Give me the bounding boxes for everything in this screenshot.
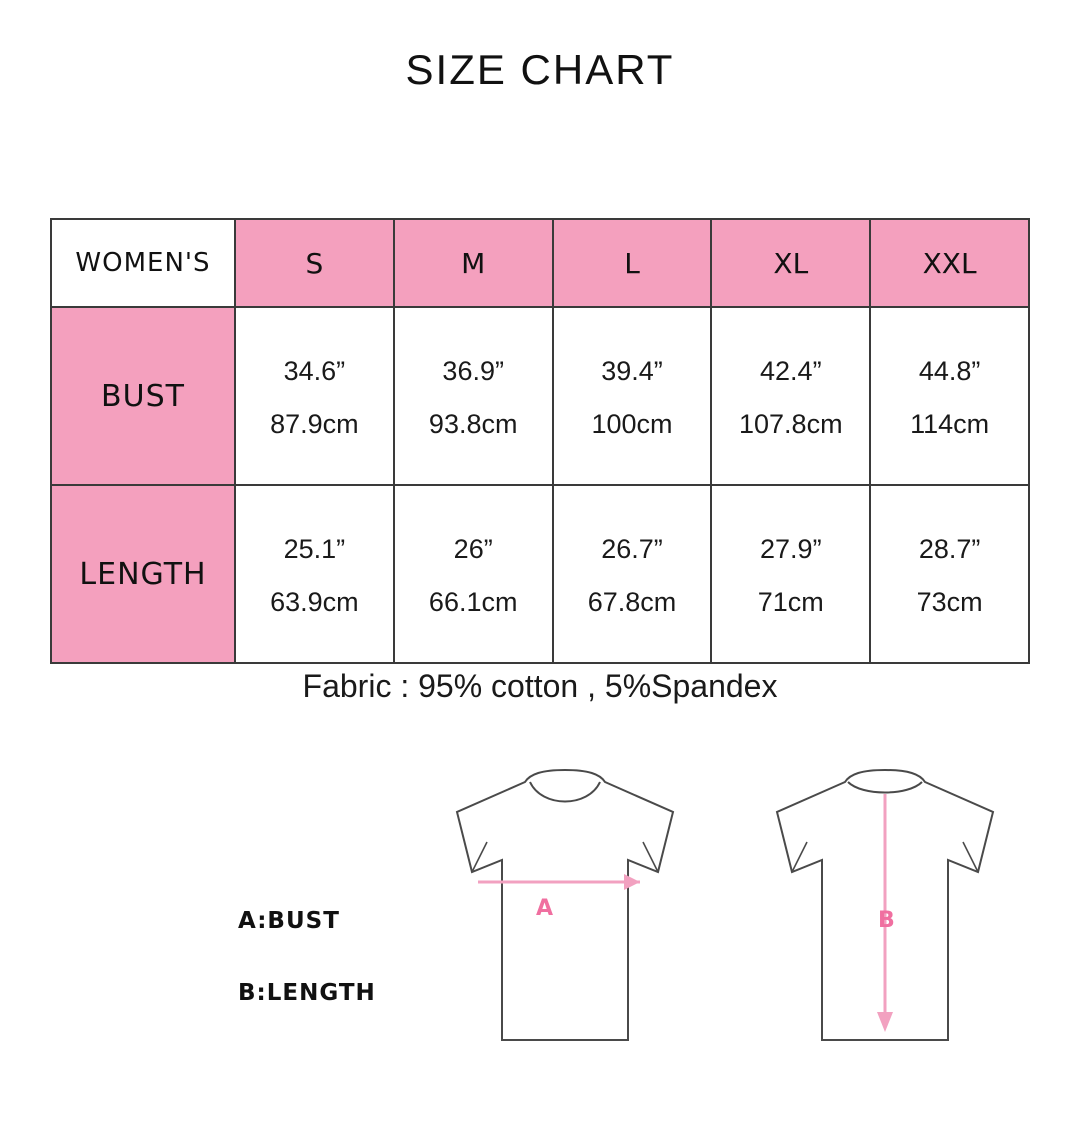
value-inch: 42.4”	[760, 356, 822, 386]
cell-length-m	[394, 485, 553, 663]
legend-item-length: B:LENGTH	[238, 980, 376, 1006]
size-chart-container	[50, 218, 1030, 664]
value-inch: 39.4”	[601, 356, 663, 386]
value-cm: 73cm	[916, 587, 983, 617]
value-cm: 100cm	[591, 409, 673, 439]
table-row	[51, 485, 1029, 663]
value-cm: 87.9cm	[270, 409, 359, 439]
value-inch: 27.9”	[760, 534, 822, 564]
column-header-m: M	[394, 219, 553, 307]
cell-length-xl	[711, 485, 870, 663]
value-cm: 71cm	[757, 587, 824, 617]
cell-bust-l	[553, 307, 712, 485]
table-row	[51, 307, 1029, 485]
value-inch: 26”	[453, 534, 493, 564]
garment-diagrams	[430, 764, 1050, 1064]
legend	[238, 908, 376, 1052]
value-cm: 67.8cm	[587, 587, 677, 617]
cell-bust-xl	[711, 307, 870, 485]
figure-label-b: B	[878, 908, 895, 933]
cell-length-s	[235, 485, 394, 663]
size-chart-table	[50, 218, 1030, 664]
corner-header: WOMEN'S	[51, 219, 235, 307]
figure-label-a: A	[536, 896, 554, 921]
value-cm: 66.1cm	[428, 587, 518, 617]
value-inch: 25.1”	[283, 534, 346, 564]
page-title: SIZE CHART	[405, 46, 675, 93]
cell-bust-s	[235, 307, 394, 485]
value-cm: 63.9cm	[270, 587, 359, 617]
legend-item-bust: A:BUST	[238, 908, 340, 934]
value-cm: 93.8cm	[428, 409, 518, 439]
tshirt-front-diagram	[430, 764, 700, 1049]
column-header-s: S	[235, 219, 394, 307]
value-inch: 34.6”	[283, 356, 346, 386]
row-label-length: LENGTH	[51, 485, 235, 663]
tshirt-back-diagram	[750, 764, 1020, 1049]
table-header-row	[51, 219, 1029, 307]
row-label-bust: BUST	[51, 307, 235, 485]
value-inch: 28.7”	[918, 534, 981, 564]
value-inch: 26.7”	[601, 534, 663, 564]
column-header-xl: XL	[711, 219, 870, 307]
value-cm: 114cm	[910, 409, 990, 439]
value-inch: 36.9”	[442, 356, 504, 386]
cell-bust-xxl	[870, 307, 1029, 485]
cell-length-xxl	[870, 485, 1029, 663]
column-header-xxl: XXL	[870, 219, 1029, 307]
value-inch: 44.8”	[918, 356, 981, 386]
value-cm: 107.8cm	[739, 409, 843, 439]
column-header-l: L	[553, 219, 712, 307]
cell-length-l	[553, 485, 712, 663]
fabric-note: Fabric : 95% cotton , 5%Spandex	[302, 668, 778, 704]
cell-bust-m	[394, 307, 553, 485]
